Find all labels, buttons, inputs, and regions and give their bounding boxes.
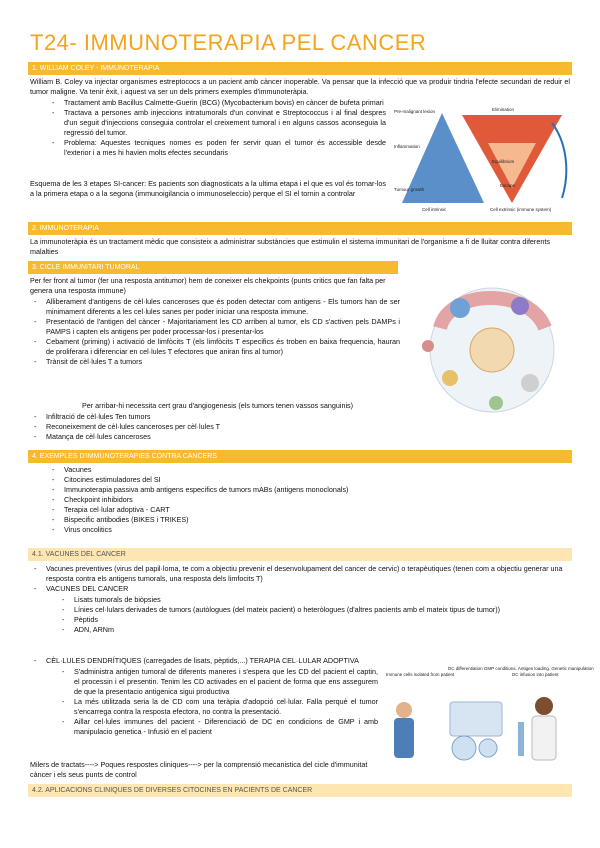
section-4-header: 4. EXEMPLES D'IMMUNOTERAPIES CONTRA CANCERS [28,450,572,463]
list-item: - Tractava a persones amb injeccions intratumorals d'un convinat e Streptococcus i al final despres d'un seguit d'injeccions conseguia controlar el creixement tumoral i en alguns cassos aconseguia la regressió del tumor. [48,108,386,138]
fig1-label: Pre-malignant lesion [394,109,436,114]
coley-list [48,98,386,158]
list-item: - Aillar cel·lules immunes del pacient - Diferenciació de DC en condicions de GMP i amb manipulacio genetica - Infusió en el pacient [58,717,378,737]
fig1-label: Equilibrium [492,159,515,164]
list-item: - Virus oncolitics [48,525,568,535]
cancer-immunity-cycle-diagram [410,268,572,428]
cd-sub-list [58,667,378,737]
killing-cell [489,396,503,410]
list-item: - Terapia cel·lular adoptiva - CART [48,505,568,515]
list-item: - La més utilitzada seria la de CD com una teràpia d'adopció cel·lular. Falla perquè el tumor s'encarrega contra la resposta efectora, no contra la presentació. [58,697,378,717]
cicle-list [30,297,400,367]
t-cell [511,297,529,315]
list-item: - Presentació de l'antigen del càncer - Majoritariament les CD arriben al tumor, els CD s'activen pels DAMPs i PAMPS i capten els antigens per poder processar-los i presentar-los [30,317,400,337]
dendritic-cell [450,298,470,318]
escape-arrow [552,123,566,198]
section-3-header: 3. CICLE IMMUNITARI TUMORAL [28,261,398,274]
fig1-label: Elimination [492,107,515,112]
doctor-body-icon [532,716,556,760]
section-1-header: 1. WILLIAM COLEY - IMMUNOTERAPIA [28,62,572,75]
list-item: - Checkpoint inhibidors [48,495,568,505]
list-item: - ADN, ARNm [58,625,570,635]
list-item: - Tractament amb Bacillus Calmette-Guerin (BCG) (Mycobacterium bovis) en càncer de bufeta primari [48,98,386,108]
doctor-head-icon [535,697,553,715]
dc-therapy-diagram [384,662,594,772]
cancer-cell [442,370,458,386]
lymph-node [521,374,539,392]
fig1-label: Inflammation [394,144,420,149]
list-item: - S'administra antigen tumoral de diferents maneres i s'espera que les CD del pacient el captin, el processin i el presentin. Tenim les CD activades en el pacient de forma que ens assegurem de que la presentacio antigenica sigui productiva [58,667,378,697]
page-title: T24- IMMUNOTERAPIA PEL CANCER [30,30,427,55]
vacunes-sub-list [58,595,570,635]
fig1-label: Cell intrinsic [422,207,447,212]
list-item: - Pèptids [58,615,570,625]
list-item: - Problema: Aquestes tecniques nomes es poden fer servir quan el tumor és accessible desde l'exterior i a mes hi havien molts efectes secundaris [48,138,386,158]
section-2-header: 2. IMMUNOTERAPIA [28,222,572,235]
section-4-2-header: 4.2. APLICACIONS CLINIQUES DE DIVERSES CITOCINES EN PACIENTS DE CANCER [28,784,572,797]
section-4-1-header: 4.1. VACUNES DEL CANCER [28,548,572,561]
tumor-core [470,328,514,372]
iv-drip-icon [518,722,524,756]
lab-bench-icon [450,702,502,736]
vacunes-list [30,564,570,594]
antigen-cell [422,340,434,352]
fig3-label: DC differentiation GMP conditions. Antigen loading. Genetic manipulation [448,666,594,671]
list-item: - Matança de cèl·lules canceroses [30,432,400,442]
list-item: - Trànsit de cèl·lules T a tumors [30,357,400,367]
cicle-intro: Per fer front al tumor (fer una resposta antitumor) hem de coneixer els chekpoints (punts critics que fan falta per genera una resposta immune) [30,276,386,295]
list-item: - Cebament (priming) i activació de limfòcits T (els limfòcits T especifics és troben en baixa frequencia, hauran de proliferara i diferenciar en cel·lules T efectores que aniran fins al tumor) [30,337,400,357]
list-item: - Reconeixement de cèl·lules canceroses per cèl·lules T [30,422,400,432]
list-item: - Vacunes [48,465,568,475]
cicle-list-2 [30,412,400,442]
list-item: - Infiltració de cèl·lules Ten tumors [30,412,400,422]
fig3-label: DC infusion into patient [512,672,559,677]
culture-dish-icon [452,736,476,760]
list-item: - Immunoterapia passiva amb antigens especifics de tumors mABs (antigens monoclonals) [48,485,568,495]
immunoediting-diagram [392,103,572,213]
list-item: - Bispecific antibodies (BIKES i TRIKES) [48,515,568,525]
culture-dish-icon [479,739,497,757]
fig3-label: Immune cells isolated from patient [386,672,455,677]
list-item: - Alliberament d'antigens de cèl·lules canceroses que és poden detectar com antigens - Els tumors han de ser minimament diferents a les cel·lules sanes per poder iniciar una resposta immune. [30,297,400,317]
fig1-label: Cell extrinsic (immune system) [490,207,552,212]
patient-head-icon [396,702,412,718]
immunotherapy-definition: La immunoteràpia és un tractament mèdic que consisteix a administrar substàncies que estimulin el sistema immunitari de l'organisme a fi de lluitar contra diferents malalties [30,237,550,256]
fig1-label: Escape [500,183,516,188]
milers-text: Milers de tractats----> Poques respostes cliniques----> per la comprensió mecanistica del cicle d'immunitat càncer i els seus punts de control [30,760,368,779]
list-item: - Citocines estimuladores del SI [48,475,568,485]
list-item: - CÈL·LULES DENDRÍTIQUES (carregades de lisats, pèptids,...) TERAPIA CEL·LULAR ADOPTIVA [30,656,570,666]
examples-list [48,465,568,535]
patient-body-icon [394,718,414,758]
coley-intro: William B. Coley va injectar organismes estreptococs a un pacient amb càncer inoperable. Va pensar que la infecció que va produir tindria l'efecte secundari de reduir el tumor maligne. Va tenir èxit, i aquest va ser un dels primers exemples d'immunoteràpia. [30,77,570,96]
coley-outro: Esquema de les 3 etapes SI-cancer: Es pacients son diagnosticats a la ultima etapa i el que es vol és tornar-los a la primera etapa o a la segona (immunoigilancia o immunoseleccio) perque el SI el tornin a controlar [30,179,386,198]
list-item: - Vacunes preventives (virus del papil·loma, te com a objectiu prevenir el desenvolupament del cancer de cervic) o terapèutiques (tenen com a objectiu generar una resposta contra els antigens tumorals, una resposta dels limfocits T) [30,564,570,584]
list-item: - Lisats tumorals de biòpsies [58,595,570,605]
list-item: - VACUNES DEL CANCER [30,584,570,594]
list-item: - Línies cel·lulars derivades de tumors (autòlogues (del mateix pacient) o heteròlogues (d'altres pacients amb el mateix tipus de tumor)) [58,605,570,615]
cicle-sub-item: Per arribar-hi necessita cert grau d'angiogenesis (els tumors tenen vassos sanguinis) [82,401,354,410]
fig1-label: Tumour growth [394,187,425,192]
